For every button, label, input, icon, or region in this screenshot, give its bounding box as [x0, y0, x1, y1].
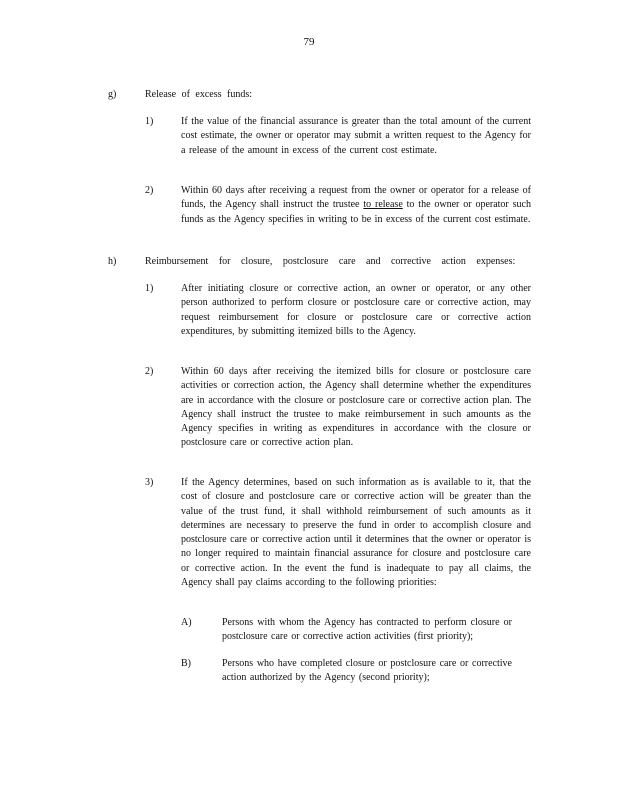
priority-b-text: Persons who have completed closure or postclosure care or corrective action authorized by the Agency (second priority);	[222, 658, 512, 684]
priority-a-label: A)	[181, 617, 192, 628]
item-g2-text	[181, 184, 531, 227]
item-h1-text: After initiating closure or corrective action, an owner or operator, or any other person authorized to perform closure or postclosure care or corrective action, may request reimbursement for closure or postclosure care or corrective action expenditures, by submitting itemized bills to the Agency.	[181, 283, 531, 337]
item-h3-text: If the Agency determines, based on such information as is available to it, that the cost of closure and postclosure care or corrective action will be greater than the value of the trust fund, it shall withhold reimbursement of such amounts as it determines are necessary to preserve the fund in order to accomplish closure and postclosure care or corrective action until it determines that the owner or operator is no longer required to maintain financial assurance for closure and postclosure care or corrective action. In the event the fund is inadequate to pay all claims, the Agency shall pay claims according to the following priorities:	[181, 477, 531, 589]
section-g-label: g)	[108, 89, 117, 100]
page-number: 79	[303, 36, 315, 48]
section-h-heading: Reimbursement for closure, postclosure care and corrective action expenses:	[145, 256, 516, 267]
item-g1-text: If the value of the financial assurance is greater than the total amount of the current cost estimate, the owner or operator may submit a written request to the Agency for a release of the amount in excess of the current cost estimate.	[181, 116, 531, 156]
item-g2-text-before: Within 60 days after receiving a request from the owner or operator for a release of funds, the Agency shall instruct the trustee	[181, 185, 531, 211]
item-h2-label: 2)	[145, 366, 154, 377]
section-h-label: h)	[108, 256, 117, 267]
item-g2-underlined-text: to release	[363, 199, 403, 211]
priority-b-label: B)	[181, 658, 191, 669]
item-h1-label: 1)	[145, 283, 154, 294]
priority-a-text: Persons with whom the Agency has contracted to perform closure or postclosure care or corrective action activities (first priority);	[222, 617, 512, 643]
item-g2-text-after: to the owner or operator such funds as the Agency specifies in writing to be in excess of the current cost estimate.	[181, 199, 531, 225]
item-h2-text: Within 60 days after receiving the itemized bills for closure or postclosure care activities or correction action, the Agency shall determine whether the expenditures are in accordance with the closure or postclosure care or corrective action plan. The Agency shall instruct the trustee to make reimbursement in such amounts as the Agency specifies in writing as expenditures in accordance with the closure or postclosure care or corrective action plan.	[181, 366, 531, 449]
section-g-heading: Release of excess funds:	[145, 89, 253, 100]
item-g1-label: 1)	[145, 116, 154, 127]
item-g2-label: 2)	[145, 185, 154, 196]
item-h3-label: 3)	[145, 477, 154, 488]
